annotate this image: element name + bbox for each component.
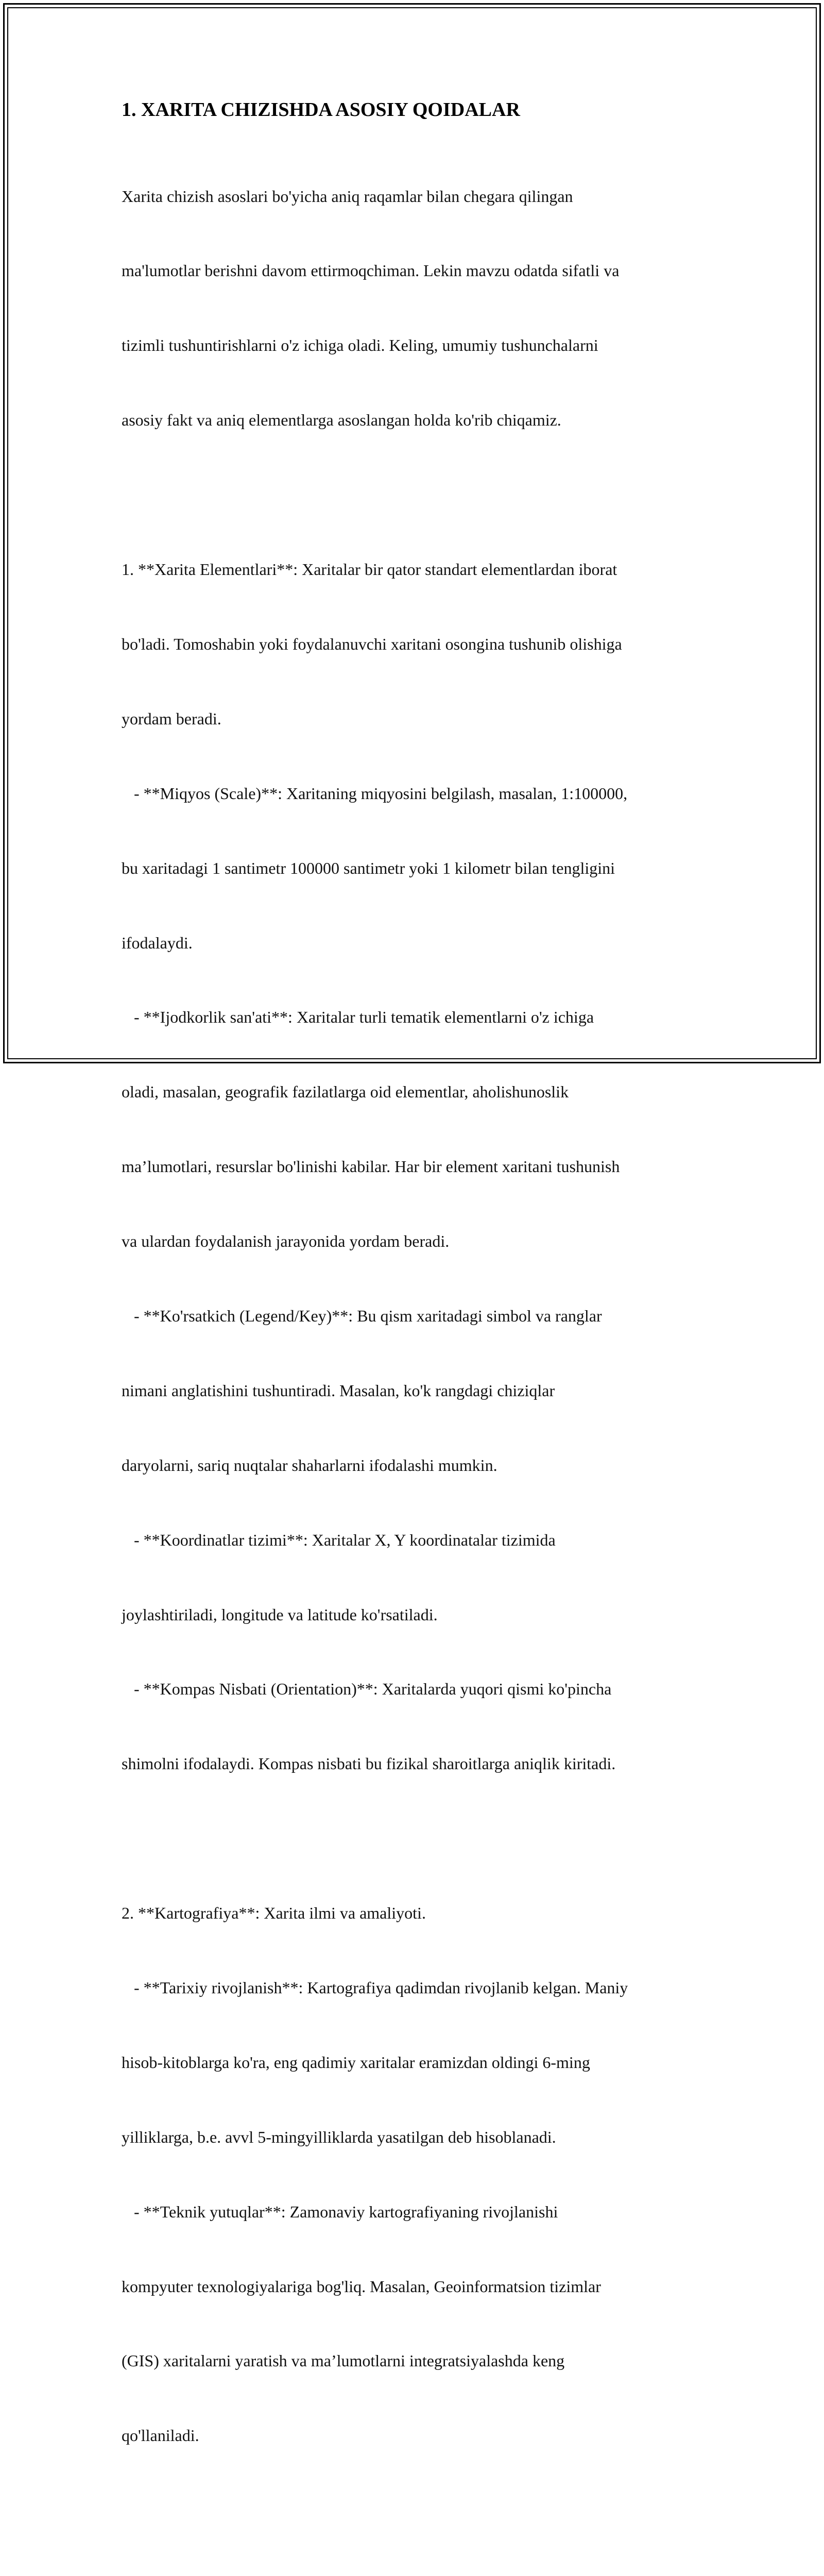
text-line: - **Ko'rsatkich (Legend/Key)**: Bu qism xaritadagi simbol va ranglar <box>122 1306 602 1325</box>
text-line: yordam beradi. <box>122 709 221 728</box>
text-line: Xarita chizish asoslari bo'yicha aniq raqamlar bilan chegara qilingan <box>122 187 573 206</box>
text-line: - **Kompas Nisbati (Orientation)**: Xaritalarda yuqori qismi ko'pincha <box>122 1680 612 1699</box>
text-line: joylashtiriladi, longitude va latitude ko'rsatiladi. <box>122 1605 438 1624</box>
text-line: asosiy fakt va aniq elementlarga asoslangan holda ko'rib chiqamiz. <box>122 411 561 430</box>
text-line: daryolarni, sariq nuqtalar shaharlarni ifodalashi mumkin. <box>122 1455 497 1475</box>
text-line: (GIS) xaritalarni yaratish va ma’lumotlarni integratsiyalashda keng <box>122 2351 565 2370</box>
text-line: hisob-kitoblarga ko'ra, eng qadimiy xaritalar eramizdan oldingi 6-ming <box>122 2053 590 2072</box>
text-line: tizimli tushuntirishlarni o'z ichiga oladi. Keling, umumiy tushunchalarni <box>122 336 598 355</box>
text-line: bu xaritadagi 1 santimetr 100000 santimetr yoki 1 kilometr bilan tengligini <box>122 858 615 877</box>
text-line: va ulardan foydalanish jarayonida yordam beradi. <box>122 1232 450 1251</box>
text-line: oladi, masalan, geografik fazilatlarga oid elementlar, aholishunoslik <box>122 1082 569 1101</box>
text-line: nimani anglatishini tushuntiradi. Masalan, ko'k rangdagi chiziqlar <box>122 1381 555 1400</box>
text-line: bo'ladi. Tomoshabin yoki foydalanuvchi xaritani osongina tushunib olishiga <box>122 634 622 653</box>
blank-line <box>122 1826 714 1851</box>
text-line: - **Tarixiy rivojlanish**: Kartografiya qadimdan rivojlanib kelgan. Maniy <box>122 1978 628 1997</box>
text-line: - **Ijodkorlik san'ati**: Xaritalar turli tematik elementlarni o'z ichiga <box>122 1008 594 1027</box>
text-line: ifodalaydi. <box>122 933 193 952</box>
text-line: qo'llaniladi. <box>122 2426 199 2445</box>
text-line: yilliklarga, b.e. avvl 5-mingyilliklarda yasatilgan deb hisoblanadi. <box>122 2127 556 2146</box>
text-line: 1. **Xarita Elementlari**: Xaritalar bir qator standart elementlardan iborat <box>122 560 617 579</box>
document-body <box>122 134 714 2576</box>
text-line: - **Miqyos (Scale)**: Xaritaning miqyosini belgilash, masalan, 1:100000, <box>122 784 628 803</box>
blank-line <box>122 482 714 507</box>
text-line: ma’lumotlari, resurslar bo'linishi kabilar. Har bir element xaritani tushunish <box>122 1157 620 1176</box>
blank-line <box>122 2498 714 2522</box>
document-title: 1. XARITA CHIZISHDA ASOSIY QOIDALAR <box>122 99 520 121</box>
document-content <box>122 97 714 2576</box>
text-line: - **Teknik yutuqlar**: Zamonaviy kartografiyaning rivojlanishi <box>122 2202 558 2221</box>
text-line <box>122 2572 714 2576</box>
text-line: shimolni ifodalaydi. Kompas nisbati bu fizikal sharoitlarga aniqlik kiritadi. <box>122 1754 616 1773</box>
text-line: ma'lumotlar berishni davom ettirmoqchiman. Lekin mavzu odatda sifatli va <box>122 261 620 280</box>
text-line: - **Koordinatlar tizimi**: Xaritalar X, Y koordinatalar tizimida <box>122 1530 556 1549</box>
text-line: kompyuter texnologiyalariga bog'liq. Masalan, Geoinformatsion tizimlar <box>122 2277 601 2296</box>
text-line: 2. **Kartografiya**: Xarita ilmi va amaliyoti. <box>122 1904 426 1923</box>
